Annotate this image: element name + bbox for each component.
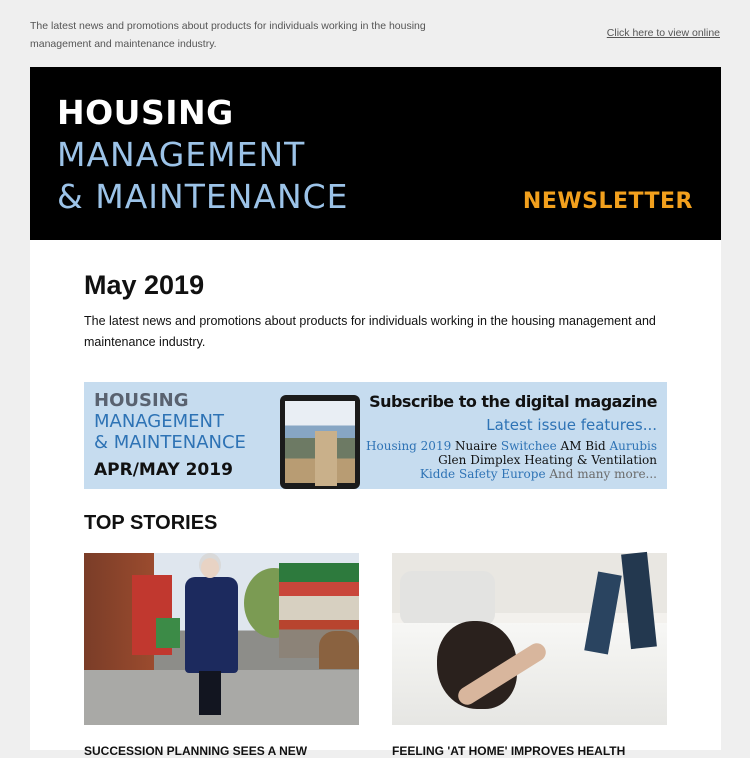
features-row-3 <box>420 467 657 481</box>
masthead-subtitle-line1: MANAGEMENT <box>57 135 306 174</box>
view-online-link[interactable]: Click here to view online <box>606 27 720 39</box>
masthead-banner <box>30 67 721 240</box>
feature-item: Glen Dimplex Heating & Ventilation <box>438 453 657 467</box>
preheader-text: The latest news and promotions about products for individuals working in the housing management and maintenance industry. <box>30 20 426 50</box>
masthead-subtitle-line2: & MAINTENANCE <box>57 177 349 216</box>
feature-item: Nuaire <box>451 439 498 453</box>
feature-item: And many more... <box>545 467 657 481</box>
story-image[interactable] <box>392 553 667 725</box>
banner-logo-line3: & MAINTENANCE <box>94 432 246 453</box>
latest-issue-heading: Latest issue features... <box>486 416 657 434</box>
story-card <box>392 553 667 758</box>
subscribe-banner[interactable] <box>84 382 667 489</box>
subscribe-heading: Subscribe to the digital magazine <box>369 392 657 411</box>
newsletter-tag: NEWSLETTER <box>522 189 693 214</box>
feature-item: Switchee <box>497 439 557 453</box>
features-row-2 <box>438 453 657 467</box>
newsletter-body <box>30 240 721 758</box>
feature-item: Housing 2019 <box>366 439 452 453</box>
feature-item: Kidde Safety Europe <box>419 467 546 481</box>
issue-date-heading: May 2019 <box>84 270 205 300</box>
story-title-link[interactable]: SUCCESSION PLANNING SEES A NEW <box>84 744 308 758</box>
story-title-link[interactable]: FEELING 'AT HOME' IMPROVES HEALTH <box>392 744 626 758</box>
tablet-magazine-image <box>280 395 360 489</box>
top-stories-heading: TOP STORIES <box>84 512 218 534</box>
intro-paragraph: The latest news and promotions about products for individuals working in the housing management and maintenance industry. <box>84 314 656 349</box>
story-card <box>84 553 359 758</box>
banner-issue-date: APR/MAY 2019 <box>94 460 233 480</box>
masthead-title: HOUSING <box>57 93 234 132</box>
features-row-1 <box>366 439 657 453</box>
feature-item: Aurubis <box>605 439 657 453</box>
banner-logo-line2: MANAGEMENT <box>94 411 224 432</box>
banner-logo-line1: HOUSING <box>94 390 189 411</box>
story-image[interactable] <box>84 553 359 725</box>
feature-item: AM Bid <box>556 439 606 453</box>
